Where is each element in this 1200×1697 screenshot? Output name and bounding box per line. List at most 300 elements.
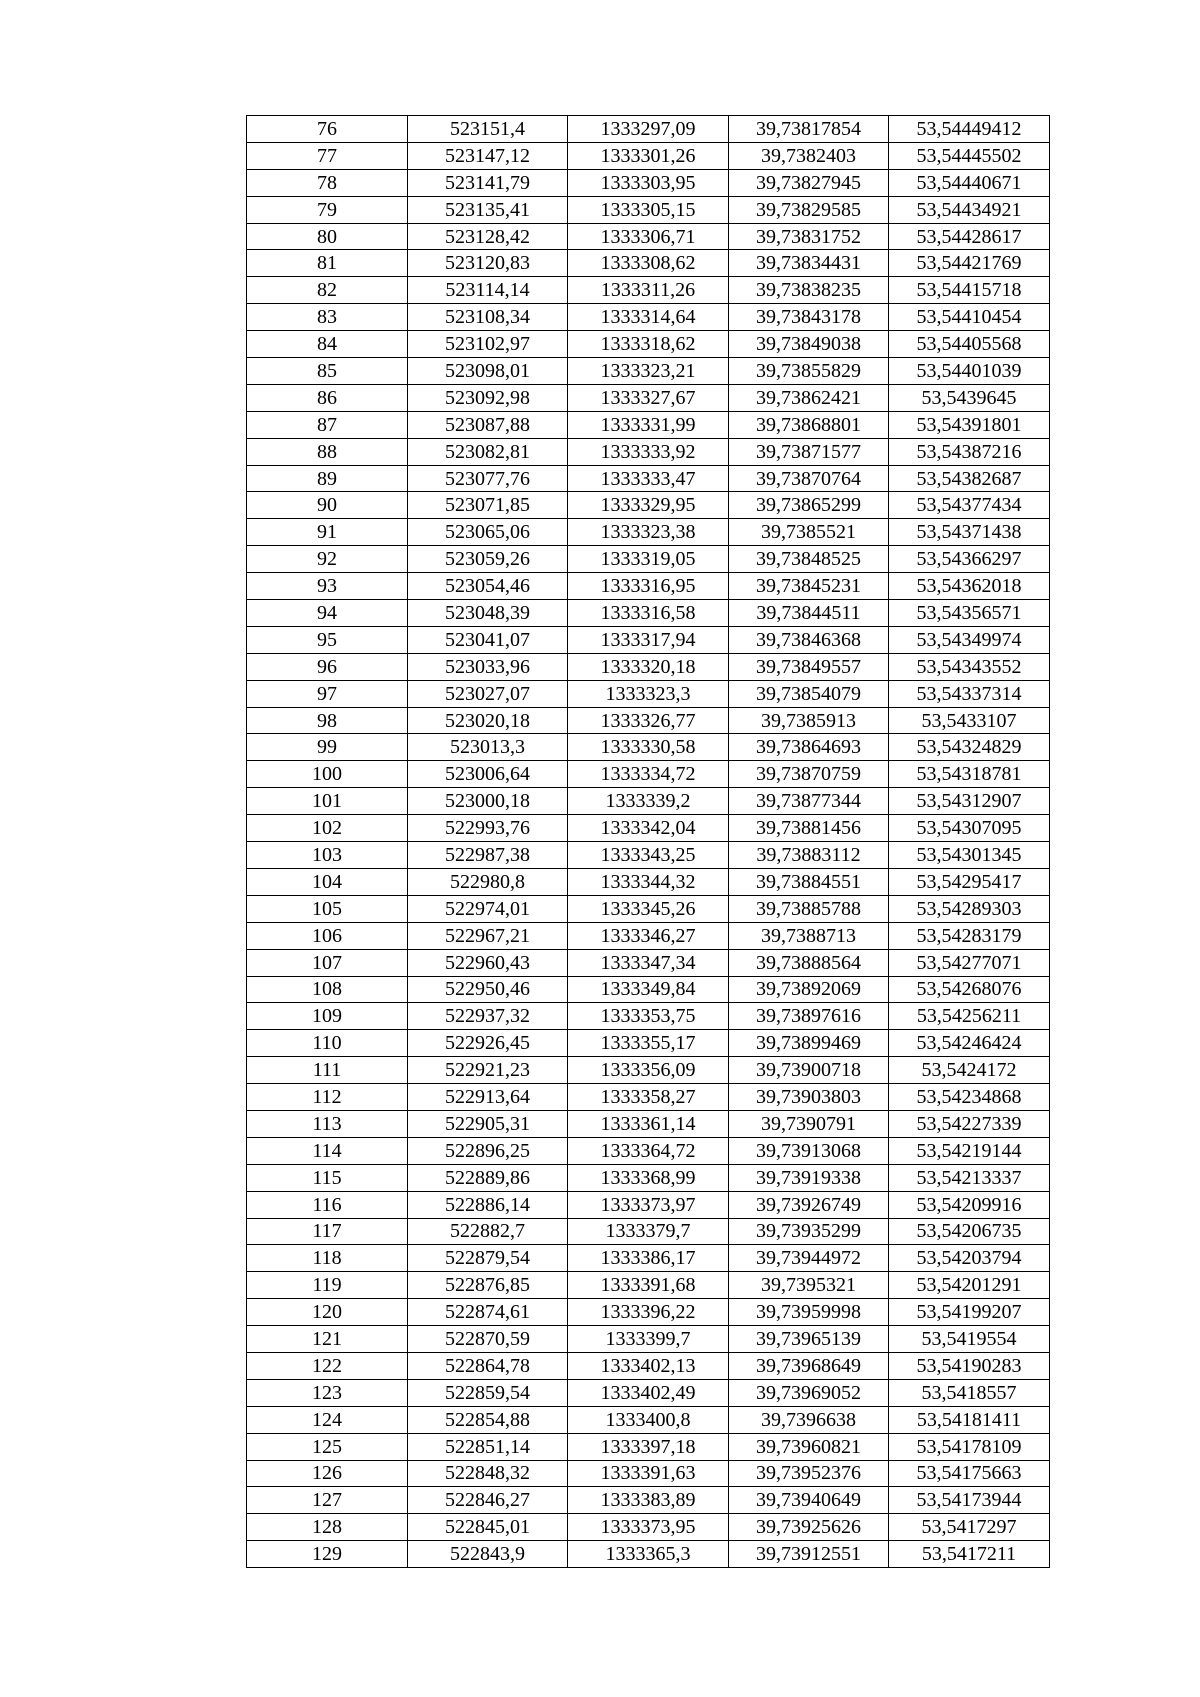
point-number-cell: 82: [247, 277, 408, 304]
longitude-cell: 39,73935299: [729, 1218, 889, 1245]
point-number-cell: 92: [247, 546, 408, 573]
longitude-cell: 39,73877344: [729, 788, 889, 815]
coordinates-table-body: [247, 116, 1050, 1568]
x-coordinate-cell: 522937,32: [408, 1003, 568, 1030]
y-coordinate-cell: 1333345,26: [568, 895, 729, 922]
table-row: [247, 1218, 1050, 1245]
y-coordinate-cell: 1333358,27: [568, 1084, 729, 1111]
x-coordinate-cell: 522960,43: [408, 949, 568, 976]
x-coordinate-cell: 522864,78: [408, 1352, 568, 1379]
y-coordinate-cell: 1333318,62: [568, 331, 729, 358]
x-coordinate-cell: 523082,81: [408, 438, 568, 465]
longitude-cell: 39,73827945: [729, 169, 889, 196]
x-coordinate-cell: 523033,96: [408, 653, 568, 680]
point-number-cell: 85: [247, 358, 408, 385]
table-row: [247, 223, 1050, 250]
point-number-cell: 99: [247, 734, 408, 761]
x-coordinate-cell: 522889,86: [408, 1164, 568, 1191]
point-number-cell: 93: [247, 573, 408, 600]
x-coordinate-cell: 522905,31: [408, 1110, 568, 1137]
point-number-cell: 106: [247, 922, 408, 949]
table-row: [247, 949, 1050, 976]
longitude-cell: 39,73969052: [729, 1379, 889, 1406]
longitude-cell: 39,73870764: [729, 465, 889, 492]
latitude-cell: 53,5419554: [889, 1326, 1050, 1353]
table-row: [247, 1003, 1050, 1030]
longitude-cell: 39,73848525: [729, 546, 889, 573]
longitude-cell: 39,73838235: [729, 277, 889, 304]
longitude-cell: 39,73855829: [729, 358, 889, 385]
latitude-cell: 53,54449412: [889, 116, 1050, 143]
longitude-cell: 39,73849557: [729, 653, 889, 680]
y-coordinate-cell: 1333311,26: [568, 277, 729, 304]
point-number-cell: 119: [247, 1272, 408, 1299]
y-coordinate-cell: 1333343,25: [568, 842, 729, 869]
table-row: [247, 761, 1050, 788]
longitude-cell: 39,73913068: [729, 1137, 889, 1164]
y-coordinate-cell: 1333331,99: [568, 411, 729, 438]
x-coordinate-cell: 523108,34: [408, 304, 568, 331]
y-coordinate-cell: 1333373,95: [568, 1514, 729, 1541]
table-row: [247, 734, 1050, 761]
x-coordinate-cell: 522874,61: [408, 1299, 568, 1326]
table-row: [247, 922, 1050, 949]
x-coordinate-cell: 522980,8: [408, 868, 568, 895]
y-coordinate-cell: 1333330,58: [568, 734, 729, 761]
point-number-cell: 94: [247, 600, 408, 627]
table-row: [247, 438, 1050, 465]
x-coordinate-cell: 522993,76: [408, 815, 568, 842]
y-coordinate-cell: 1333365,3: [568, 1541, 729, 1568]
table-row: [247, 707, 1050, 734]
x-coordinate-cell: 523128,42: [408, 223, 568, 250]
table-row: [247, 1299, 1050, 1326]
table-row: [247, 250, 1050, 277]
table-row: [247, 304, 1050, 331]
y-coordinate-cell: 1333333,92: [568, 438, 729, 465]
latitude-cell: 53,54415718: [889, 277, 1050, 304]
point-number-cell: 112: [247, 1084, 408, 1111]
longitude-cell: 39,73862421: [729, 384, 889, 411]
y-coordinate-cell: 1333368,99: [568, 1164, 729, 1191]
latitude-cell: 53,54410454: [889, 304, 1050, 331]
point-number-cell: 110: [247, 1030, 408, 1057]
table-row: [247, 1057, 1050, 1084]
point-number-cell: 123: [247, 1379, 408, 1406]
x-coordinate-cell: 523141,79: [408, 169, 568, 196]
x-coordinate-cell: 523000,18: [408, 788, 568, 815]
x-coordinate-cell: 522843,9: [408, 1541, 568, 1568]
y-coordinate-cell: 1333402,49: [568, 1379, 729, 1406]
latitude-cell: 53,54201291: [889, 1272, 1050, 1299]
point-number-cell: 128: [247, 1514, 408, 1541]
longitude-cell: 39,73844511: [729, 600, 889, 627]
y-coordinate-cell: 1333356,09: [568, 1057, 729, 1084]
y-coordinate-cell: 1333402,13: [568, 1352, 729, 1379]
table-row: [247, 277, 1050, 304]
point-number-cell: 101: [247, 788, 408, 815]
latitude-cell: 53,5439645: [889, 384, 1050, 411]
latitude-cell: 53,54175663: [889, 1460, 1050, 1487]
y-coordinate-cell: 1333342,04: [568, 815, 729, 842]
table-row: [247, 1272, 1050, 1299]
table-row: [247, 331, 1050, 358]
latitude-cell: 53,5417297: [889, 1514, 1050, 1541]
table-row: [247, 815, 1050, 842]
point-number-cell: 95: [247, 626, 408, 653]
latitude-cell: 53,54362018: [889, 573, 1050, 600]
y-coordinate-cell: 1333339,2: [568, 788, 729, 815]
latitude-cell: 53,54377434: [889, 492, 1050, 519]
longitude-cell: 39,73919338: [729, 1164, 889, 1191]
x-coordinate-cell: 523041,07: [408, 626, 568, 653]
x-coordinate-cell: 522846,27: [408, 1487, 568, 1514]
x-coordinate-cell: 522913,64: [408, 1084, 568, 1111]
table-row: [247, 680, 1050, 707]
x-coordinate-cell: 523114,14: [408, 277, 568, 304]
y-coordinate-cell: 1333379,7: [568, 1218, 729, 1245]
y-coordinate-cell: 1333323,3: [568, 680, 729, 707]
latitude-cell: 53,54307095: [889, 815, 1050, 842]
latitude-cell: 53,54203794: [889, 1245, 1050, 1272]
longitude-cell: 39,73849038: [729, 331, 889, 358]
point-number-cell: 90: [247, 492, 408, 519]
y-coordinate-cell: 1333306,71: [568, 223, 729, 250]
point-number-cell: 107: [247, 949, 408, 976]
longitude-cell: 39,73926749: [729, 1191, 889, 1218]
latitude-cell: 53,54206735: [889, 1218, 1050, 1245]
y-coordinate-cell: 1333326,77: [568, 707, 729, 734]
x-coordinate-cell: 523098,01: [408, 358, 568, 385]
point-number-cell: 91: [247, 519, 408, 546]
latitude-cell: 53,54227339: [889, 1110, 1050, 1137]
latitude-cell: 53,54173944: [889, 1487, 1050, 1514]
table-row: [247, 1245, 1050, 1272]
longitude-cell: 39,73965139: [729, 1326, 889, 1353]
x-coordinate-cell: 522851,14: [408, 1433, 568, 1460]
table-row: [247, 868, 1050, 895]
table-row: [247, 384, 1050, 411]
longitude-cell: 39,73892069: [729, 976, 889, 1003]
y-coordinate-cell: 1333334,72: [568, 761, 729, 788]
coordinates-table: [246, 115, 1050, 1568]
longitude-cell: 39,7385913: [729, 707, 889, 734]
y-coordinate-cell: 1333361,14: [568, 1110, 729, 1137]
x-coordinate-cell: 523087,88: [408, 411, 568, 438]
longitude-cell: 39,73888564: [729, 949, 889, 976]
table-row: [247, 1164, 1050, 1191]
latitude-cell: 53,54391801: [889, 411, 1050, 438]
x-coordinate-cell: 522896,25: [408, 1137, 568, 1164]
y-coordinate-cell: 1333329,95: [568, 492, 729, 519]
latitude-cell: 53,54440671: [889, 169, 1050, 196]
latitude-cell: 53,54199207: [889, 1299, 1050, 1326]
latitude-cell: 53,54178109: [889, 1433, 1050, 1460]
y-coordinate-cell: 1333316,95: [568, 573, 729, 600]
x-coordinate-cell: 522921,23: [408, 1057, 568, 1084]
longitude-cell: 39,73843178: [729, 304, 889, 331]
x-coordinate-cell: 523071,85: [408, 492, 568, 519]
x-coordinate-cell: 522848,32: [408, 1460, 568, 1487]
x-coordinate-cell: 522876,85: [408, 1272, 568, 1299]
point-number-cell: 121: [247, 1326, 408, 1353]
longitude-cell: 39,7396638: [729, 1406, 889, 1433]
table-row: [247, 1460, 1050, 1487]
table-row: [247, 788, 1050, 815]
table-row: [247, 1487, 1050, 1514]
table-row: [247, 1433, 1050, 1460]
longitude-cell: 39,73968649: [729, 1352, 889, 1379]
latitude-cell: 53,54401039: [889, 358, 1050, 385]
latitude-cell: 53,54268076: [889, 976, 1050, 1003]
longitude-cell: 39,73900718: [729, 1057, 889, 1084]
table-row: [247, 519, 1050, 546]
longitude-cell: 39,73854079: [729, 680, 889, 707]
table-row: [247, 1137, 1050, 1164]
x-coordinate-cell: 522870,59: [408, 1326, 568, 1353]
latitude-cell: 53,54246424: [889, 1030, 1050, 1057]
x-coordinate-cell: 523102,97: [408, 331, 568, 358]
longitude-cell: 39,73952376: [729, 1460, 889, 1487]
x-coordinate-cell: 522879,54: [408, 1245, 568, 1272]
table-row: [247, 1084, 1050, 1111]
longitude-cell: 39,73865299: [729, 492, 889, 519]
longitude-cell: 39,7390791: [729, 1110, 889, 1137]
latitude-cell: 53,54213337: [889, 1164, 1050, 1191]
table-row: [247, 1541, 1050, 1568]
x-coordinate-cell: 523092,98: [408, 384, 568, 411]
y-coordinate-cell: 1333305,15: [568, 196, 729, 223]
longitude-cell: 39,73846368: [729, 626, 889, 653]
y-coordinate-cell: 1333347,34: [568, 949, 729, 976]
y-coordinate-cell: 1333319,05: [568, 546, 729, 573]
longitude-cell: 39,73925626: [729, 1514, 889, 1541]
point-number-cell: 96: [247, 653, 408, 680]
latitude-cell: 53,54356571: [889, 600, 1050, 627]
longitude-cell: 39,73944972: [729, 1245, 889, 1272]
x-coordinate-cell: 523027,07: [408, 680, 568, 707]
latitude-cell: 53,54428617: [889, 223, 1050, 250]
point-number-cell: 81: [247, 250, 408, 277]
x-coordinate-cell: 523006,64: [408, 761, 568, 788]
y-coordinate-cell: 1333320,18: [568, 653, 729, 680]
point-number-cell: 87: [247, 411, 408, 438]
point-number-cell: 127: [247, 1487, 408, 1514]
longitude-cell: 39,73884551: [729, 868, 889, 895]
latitude-cell: 53,54234868: [889, 1084, 1050, 1111]
point-number-cell: 115: [247, 1164, 408, 1191]
latitude-cell: 53,54337314: [889, 680, 1050, 707]
x-coordinate-cell: 523151,4: [408, 116, 568, 143]
y-coordinate-cell: 1333355,17: [568, 1030, 729, 1057]
longitude-cell: 39,7382403: [729, 142, 889, 169]
longitude-cell: 39,73870759: [729, 761, 889, 788]
longitude-cell: 39,73868801: [729, 411, 889, 438]
x-coordinate-cell: 523120,83: [408, 250, 568, 277]
y-coordinate-cell: 1333317,94: [568, 626, 729, 653]
longitude-cell: 39,73864693: [729, 734, 889, 761]
longitude-cell: 39,73885788: [729, 895, 889, 922]
point-number-cell: 120: [247, 1299, 408, 1326]
latitude-cell: 53,54190283: [889, 1352, 1050, 1379]
table-row: [247, 411, 1050, 438]
longitude-cell: 39,73817854: [729, 116, 889, 143]
table-row: [247, 895, 1050, 922]
table-row: [247, 546, 1050, 573]
x-coordinate-cell: 522886,14: [408, 1191, 568, 1218]
latitude-cell: 53,54349974: [889, 626, 1050, 653]
y-coordinate-cell: 1333301,26: [568, 142, 729, 169]
y-coordinate-cell: 1333316,58: [568, 600, 729, 627]
latitude-cell: 53,54301345: [889, 842, 1050, 869]
x-coordinate-cell: 522974,01: [408, 895, 568, 922]
y-coordinate-cell: 1333303,95: [568, 169, 729, 196]
table-row: [247, 1406, 1050, 1433]
point-number-cell: 97: [247, 680, 408, 707]
x-coordinate-cell: 522987,38: [408, 842, 568, 869]
longitude-cell: 39,7388713: [729, 922, 889, 949]
point-number-cell: 83: [247, 304, 408, 331]
latitude-cell: 53,5433107: [889, 707, 1050, 734]
table-row: [247, 196, 1050, 223]
point-number-cell: 80: [247, 223, 408, 250]
longitude-cell: 39,73831752: [729, 223, 889, 250]
point-number-cell: 100: [247, 761, 408, 788]
point-number-cell: 109: [247, 1003, 408, 1030]
latitude-cell: 53,54181411: [889, 1406, 1050, 1433]
point-number-cell: 124: [247, 1406, 408, 1433]
table-row: [247, 358, 1050, 385]
longitude-cell: 39,73903803: [729, 1084, 889, 1111]
y-coordinate-cell: 1333399,7: [568, 1326, 729, 1353]
point-number-cell: 78: [247, 169, 408, 196]
x-coordinate-cell: 522926,45: [408, 1030, 568, 1057]
longitude-cell: 39,73899469: [729, 1030, 889, 1057]
point-number-cell: 98: [247, 707, 408, 734]
point-number-cell: 113: [247, 1110, 408, 1137]
y-coordinate-cell: 1333400,8: [568, 1406, 729, 1433]
point-number-cell: 126: [247, 1460, 408, 1487]
latitude-cell: 53,54366297: [889, 546, 1050, 573]
x-coordinate-cell: 523013,3: [408, 734, 568, 761]
latitude-cell: 53,54371438: [889, 519, 1050, 546]
x-coordinate-cell: 523147,12: [408, 142, 568, 169]
x-coordinate-cell: 523077,76: [408, 465, 568, 492]
y-coordinate-cell: 1333327,67: [568, 384, 729, 411]
y-coordinate-cell: 1333383,89: [568, 1487, 729, 1514]
point-number-cell: 79: [247, 196, 408, 223]
table-row: [247, 465, 1050, 492]
latitude-cell: 53,54405568: [889, 331, 1050, 358]
y-coordinate-cell: 1333297,09: [568, 116, 729, 143]
longitude-cell: 39,73883112: [729, 842, 889, 869]
table-row: [247, 626, 1050, 653]
longitude-cell: 39,73912551: [729, 1541, 889, 1568]
y-coordinate-cell: 1333397,18: [568, 1433, 729, 1460]
point-number-cell: 108: [247, 976, 408, 1003]
point-number-cell: 116: [247, 1191, 408, 1218]
point-number-cell: 122: [247, 1352, 408, 1379]
table-row: [247, 842, 1050, 869]
y-coordinate-cell: 1333323,21: [568, 358, 729, 385]
latitude-cell: 53,54209916: [889, 1191, 1050, 1218]
latitude-cell: 53,54421769: [889, 250, 1050, 277]
table-row: [247, 1379, 1050, 1406]
y-coordinate-cell: 1333391,68: [568, 1272, 729, 1299]
point-number-cell: 114: [247, 1137, 408, 1164]
x-coordinate-cell: 523065,06: [408, 519, 568, 546]
longitude-cell: 39,7395321: [729, 1272, 889, 1299]
longitude-cell: 39,73940649: [729, 1487, 889, 1514]
table-row: [247, 1326, 1050, 1353]
y-coordinate-cell: 1333344,32: [568, 868, 729, 895]
point-number-cell: 117: [247, 1218, 408, 1245]
x-coordinate-cell: 522967,21: [408, 922, 568, 949]
latitude-cell: 53,54324829: [889, 734, 1050, 761]
x-coordinate-cell: 523048,39: [408, 600, 568, 627]
y-coordinate-cell: 1333323,38: [568, 519, 729, 546]
latitude-cell: 53,54382687: [889, 465, 1050, 492]
table-row: [247, 1110, 1050, 1137]
latitude-cell: 53,54445502: [889, 142, 1050, 169]
x-coordinate-cell: 522950,46: [408, 976, 568, 1003]
latitude-cell: 53,54277071: [889, 949, 1050, 976]
x-coordinate-cell: 523059,26: [408, 546, 568, 573]
table-row: [247, 1030, 1050, 1057]
latitude-cell: 53,54434921: [889, 196, 1050, 223]
x-coordinate-cell: 523054,46: [408, 573, 568, 600]
table-row: [247, 1191, 1050, 1218]
y-coordinate-cell: 1333373,97: [568, 1191, 729, 1218]
table-row: [247, 492, 1050, 519]
latitude-cell: 53,54283179: [889, 922, 1050, 949]
longitude-cell: 39,73959998: [729, 1299, 889, 1326]
x-coordinate-cell: 523020,18: [408, 707, 568, 734]
point-number-cell: 111: [247, 1057, 408, 1084]
longitude-cell: 39,73960821: [729, 1433, 889, 1460]
x-coordinate-cell: 522845,01: [408, 1514, 568, 1541]
y-coordinate-cell: 1333391,63: [568, 1460, 729, 1487]
table-row: [247, 573, 1050, 600]
table-row: [247, 1514, 1050, 1541]
latitude-cell: 53,5417211: [889, 1541, 1050, 1568]
table-row: [247, 142, 1050, 169]
point-number-cell: 105: [247, 895, 408, 922]
latitude-cell: 53,54312907: [889, 788, 1050, 815]
point-number-cell: 103: [247, 842, 408, 869]
x-coordinate-cell: 522859,54: [408, 1379, 568, 1406]
point-number-cell: 77: [247, 142, 408, 169]
longitude-cell: 39,73897616: [729, 1003, 889, 1030]
table-row: [247, 169, 1050, 196]
table-row: [247, 653, 1050, 680]
latitude-cell: 53,5424172: [889, 1057, 1050, 1084]
table-row: [247, 600, 1050, 627]
y-coordinate-cell: 1333386,17: [568, 1245, 729, 1272]
latitude-cell: 53,54387216: [889, 438, 1050, 465]
y-coordinate-cell: 1333346,27: [568, 922, 729, 949]
x-coordinate-cell: 523135,41: [408, 196, 568, 223]
table-row: [247, 976, 1050, 1003]
point-number-cell: 125: [247, 1433, 408, 1460]
point-number-cell: 84: [247, 331, 408, 358]
point-number-cell: 129: [247, 1541, 408, 1568]
longitude-cell: 39,73834431: [729, 250, 889, 277]
point-number-cell: 86: [247, 384, 408, 411]
y-coordinate-cell: 1333364,72: [568, 1137, 729, 1164]
y-coordinate-cell: 1333353,75: [568, 1003, 729, 1030]
latitude-cell: 53,54343552: [889, 653, 1050, 680]
